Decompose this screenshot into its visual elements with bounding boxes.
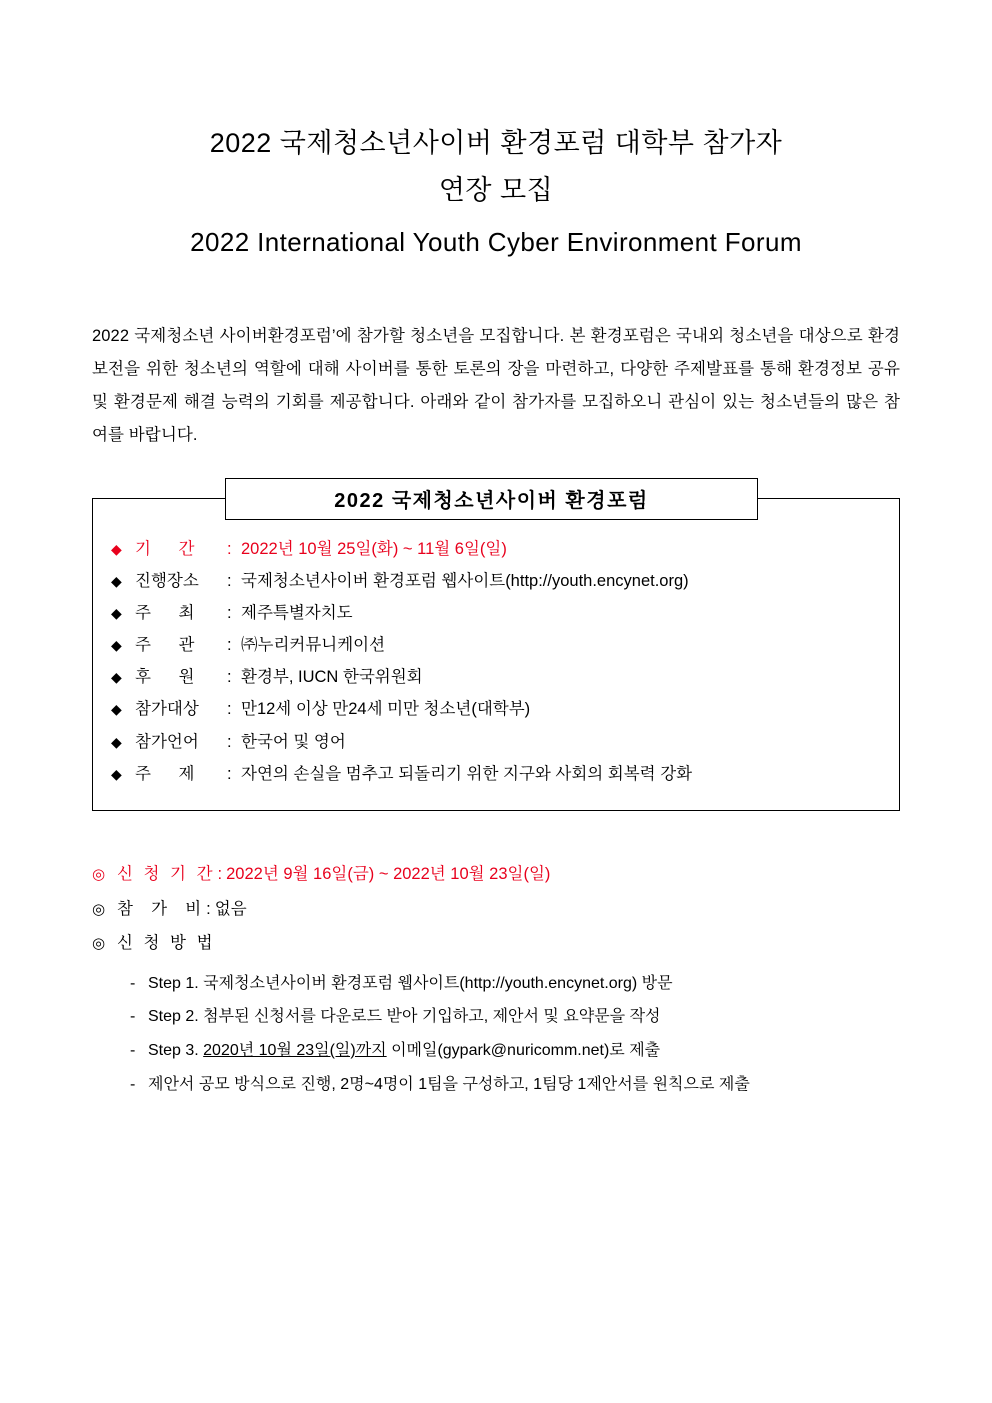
- info-row: [93, 726, 899, 758]
- step-prefix: Step 2.: [148, 1008, 199, 1026]
- info-row-label: 기 간: [135, 539, 195, 558]
- info-row-value: 국제청소년사이버 환경포럼 웹사이트(http://youth.encynet.org): [241, 571, 689, 590]
- info-row: [93, 758, 899, 790]
- info-row-value: 2022년 10월 25일(화) ~ 11월 6일(일): [241, 539, 507, 558]
- step-body: 국제청소년사이버 환경포럼 웹사이트(http://youth.encynet.org) 방문: [203, 974, 673, 992]
- application-fee-row: [92, 892, 900, 927]
- info-row: [93, 533, 899, 565]
- info-row-label: 참가대상: [135, 700, 199, 719]
- diamond-icon: ◆: [111, 669, 122, 686]
- page-title-korean-line2: 연장 모집: [438, 175, 554, 206]
- info-row-label: 후 원: [135, 668, 195, 687]
- application-steps: [92, 967, 900, 1101]
- info-row: [93, 597, 899, 629]
- diamond-icon: ◆: [111, 572, 122, 589]
- application-period-row: [92, 857, 900, 892]
- info-row: [93, 693, 899, 725]
- info-row-value: 만12세 이상 만24세 미만 청소년(대학부): [241, 700, 531, 719]
- step-text: [148, 1000, 900, 1034]
- info-row-value: ㈜누리커뮤니케이션: [241, 636, 386, 655]
- application-period-separator: :: [217, 864, 223, 883]
- step-item: [92, 1000, 900, 1034]
- info-row-separator: :: [227, 700, 232, 719]
- info-row-separator: :: [227, 571, 232, 590]
- diamond-icon: ◆: [111, 637, 122, 654]
- info-row-label: 참가언어: [135, 732, 199, 751]
- page-title-korean-line1: 2022 국제청소년사이버 환경포럼 대학부 참가자: [209, 128, 783, 158]
- info-row-separator: :: [227, 539, 232, 558]
- info-row-separator: :: [227, 603, 232, 622]
- step-item: [92, 967, 900, 1001]
- diamond-icon: ◆: [111, 765, 122, 782]
- step-item: [92, 1068, 900, 1102]
- application-period-label: 신 청 기 간: [117, 864, 216, 883]
- diamond-icon: ◆: [111, 733, 122, 750]
- info-row-value: 환경부, IUCN 한국위원회: [241, 668, 423, 687]
- application-fee-separator: :: [206, 899, 211, 918]
- info-row-separator: :: [227, 636, 232, 655]
- step-text: [148, 1034, 900, 1068]
- step-body: 제안서 공모 방식으로 진행, 2명~4명이 1팀을 구성하고, 1팀당 1제안서를 원칙으로 제출: [148, 1075, 750, 1093]
- application-method-row: [92, 926, 900, 961]
- info-row: [93, 661, 899, 693]
- step-prefix: Step 1.: [148, 974, 199, 992]
- info-row-separator: :: [227, 764, 232, 783]
- dash-icon: -: [130, 1075, 136, 1093]
- step-text: [148, 1068, 900, 1102]
- info-box: [92, 489, 900, 811]
- info-row: [93, 565, 899, 597]
- info-box-body: [92, 498, 900, 811]
- info-row-label: 주 최: [135, 603, 195, 622]
- info-row-label: 진행장소: [135, 571, 199, 590]
- diamond-icon: ◆: [111, 540, 122, 557]
- info-row-label: 주 관: [135, 636, 195, 655]
- application-period-value: 2022년 9월 16일(금) ~ 2022년 10월 23일(일): [226, 864, 551, 883]
- info-row-label: 주 제: [135, 764, 195, 783]
- dash-icon: -: [130, 1041, 136, 1059]
- step-body: 이메일(gypark@nuricomm.net)로 제출: [386, 1041, 661, 1059]
- info-row-value: 한국어 및 영어: [241, 732, 346, 751]
- diamond-icon: ◆: [111, 701, 122, 718]
- application-fee-label: 참 가 비: [117, 899, 205, 918]
- info-row-value: 제주특별자치도: [241, 603, 353, 622]
- diamond-icon: ◆: [111, 604, 122, 621]
- intro-paragraph: 2022 국제청소년 사이버환경포럼’에 참가할 청소년을 모집합니다. 본 환경포럼은 국내외 청소년을 대상으로 환경보전을 위한 청소년의 역할에 대해 사이버를 통한 토론의 장을 마련하고, 다양한 주제발표를 통해 환경정보 공유 및 환경문제 해결 능력의 기회를 제공합니다. 아래와 같이 참가자를 모집하오니 관심이 있는 청소년들의 많은 참여를 바랍니다.: [92, 326, 900, 444]
- application-method-label: 신 청 방 법: [117, 934, 216, 953]
- info-box-header: 2022 국제청소년사이버 환경포럼: [225, 478, 758, 520]
- page-title-english: 2022 International Youth Cyber Environment Forum: [190, 226, 802, 257]
- circle-bullet-icon: ◎: [92, 935, 106, 953]
- dash-icon: -: [130, 1008, 136, 1026]
- step-text: [148, 967, 900, 1001]
- step-body: 첨부된 신청서를 다운로드 받아 기입하고, 제안서 및 요약문을 작성: [203, 1008, 661, 1026]
- step-prefix: Step 3.: [148, 1041, 199, 1059]
- step-item: [92, 1034, 900, 1068]
- application-section: [92, 857, 900, 1101]
- step-deadline: 2020년 10월 23일(일)까지: [203, 1041, 387, 1059]
- page-title-korean: [92, 120, 900, 215]
- application-fee-value: 없음: [214, 899, 247, 918]
- info-row-separator: :: [227, 668, 232, 687]
- info-row-value: 자연의 손실을 멈추고 되돌리기 위한 지구와 사회의 회복력 강화: [241, 764, 693, 783]
- circle-bullet-icon: ◎: [92, 865, 106, 883]
- dash-icon: -: [130, 974, 136, 992]
- circle-bullet-icon: ◎: [92, 900, 106, 918]
- info-row-separator: :: [227, 732, 232, 751]
- info-row: [93, 629, 899, 661]
